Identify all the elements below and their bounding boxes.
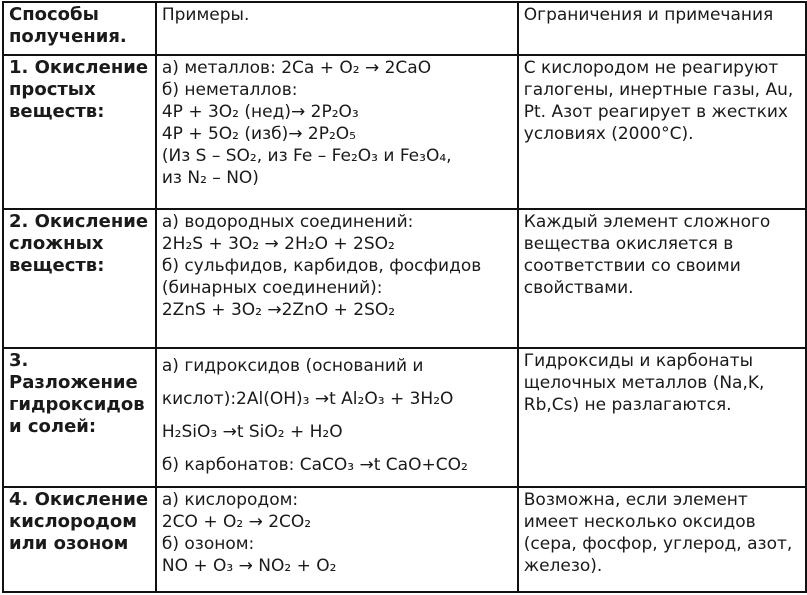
examples-cell: [156, 348, 518, 487]
notes-cell: Гидроксиды и карбонаты щелочных металлов (Na,K, Rb,Cs) не разлагаются.: [518, 348, 806, 487]
example-line: 2H₂S + 3O₂ → 2H₂O + 2SO₂: [161, 234, 395, 254]
examples-cell: [156, 209, 518, 348]
method-cell: 4. Окисление кислородом или озоном: [3, 487, 156, 592]
example-line: (Из S – SO₂, из Fe – Fe₂O₃ и Fe₃O₄,: [161, 146, 452, 166]
table-row: [3, 348, 806, 487]
table-row: [3, 209, 806, 348]
example-line: 4P + 5O₂ (изб)→ 2P₂O₅: [161, 124, 356, 144]
example-line: б) неметаллов:: [161, 80, 298, 100]
example-line: 4P + 3O₂ (нед)→ 2P₂O₃: [161, 102, 359, 122]
example-line: а) кислородом:: [161, 490, 299, 510]
example-line: б) карбонатов: CaCO₃ →t CaO+CO₂: [161, 455, 468, 475]
examples-cell: [156, 487, 518, 592]
header-examples: Примеры.: [156, 2, 518, 55]
notes-cell: С кислородом не реагируют галогены, инертные газы, Au, Pt. Азот реагирует в жестких условиях (2000°С).: [518, 55, 806, 209]
table-header-row: [3, 2, 806, 55]
method-cell: 3. Разложение гидроксидов и солей:: [3, 348, 156, 487]
method-cell: 1. Окисление простых веществ:: [3, 55, 156, 209]
example-line: 2ZnS + 3O₂ →2ZnO + 2SO₂: [161, 300, 396, 320]
header-methods: Способы получения.: [3, 2, 156, 55]
example-line: б) озоном:: [161, 534, 255, 554]
method-cell: 2. Окисление сложных веществ:: [3, 209, 156, 348]
example-line: б) сульфидов, карбидов, фосфидов (бинарных соединений):: [161, 256, 482, 298]
example-line: 2CO + O₂ → 2CO₂: [161, 512, 312, 532]
example-line: а) водородных соединений:: [161, 212, 414, 232]
notes-cell: Каждый элемент сложного вещества окисляется в соответствии со своими свойствами.: [518, 209, 806, 348]
oxides-preparation-table: [2, 1, 807, 593]
header-notes: Ограничения и примечания: [518, 2, 806, 55]
table-row: [3, 487, 806, 592]
example-line: из N₂ – NO): [161, 168, 259, 188]
example-line: а) металлов: 2Ca + O₂ → 2CaO: [161, 58, 432, 78]
example-line: NO + O₃ → NO₂ + O₂: [161, 556, 337, 576]
table-row: [3, 55, 806, 209]
notes-cell: Возможна, если элемент имеет несколько оксидов (сера, фосфор, углерод, азот, железо).: [518, 487, 806, 592]
example-line: а) гидроксидов (оснований и кислот):2Al(OH)₃ →t Al₂O₃ + 3H₂O: [161, 356, 454, 409]
examples-cell: [156, 55, 518, 209]
example-line: H₂SiO₃ →t SiO₂ + H₂O: [161, 422, 343, 442]
